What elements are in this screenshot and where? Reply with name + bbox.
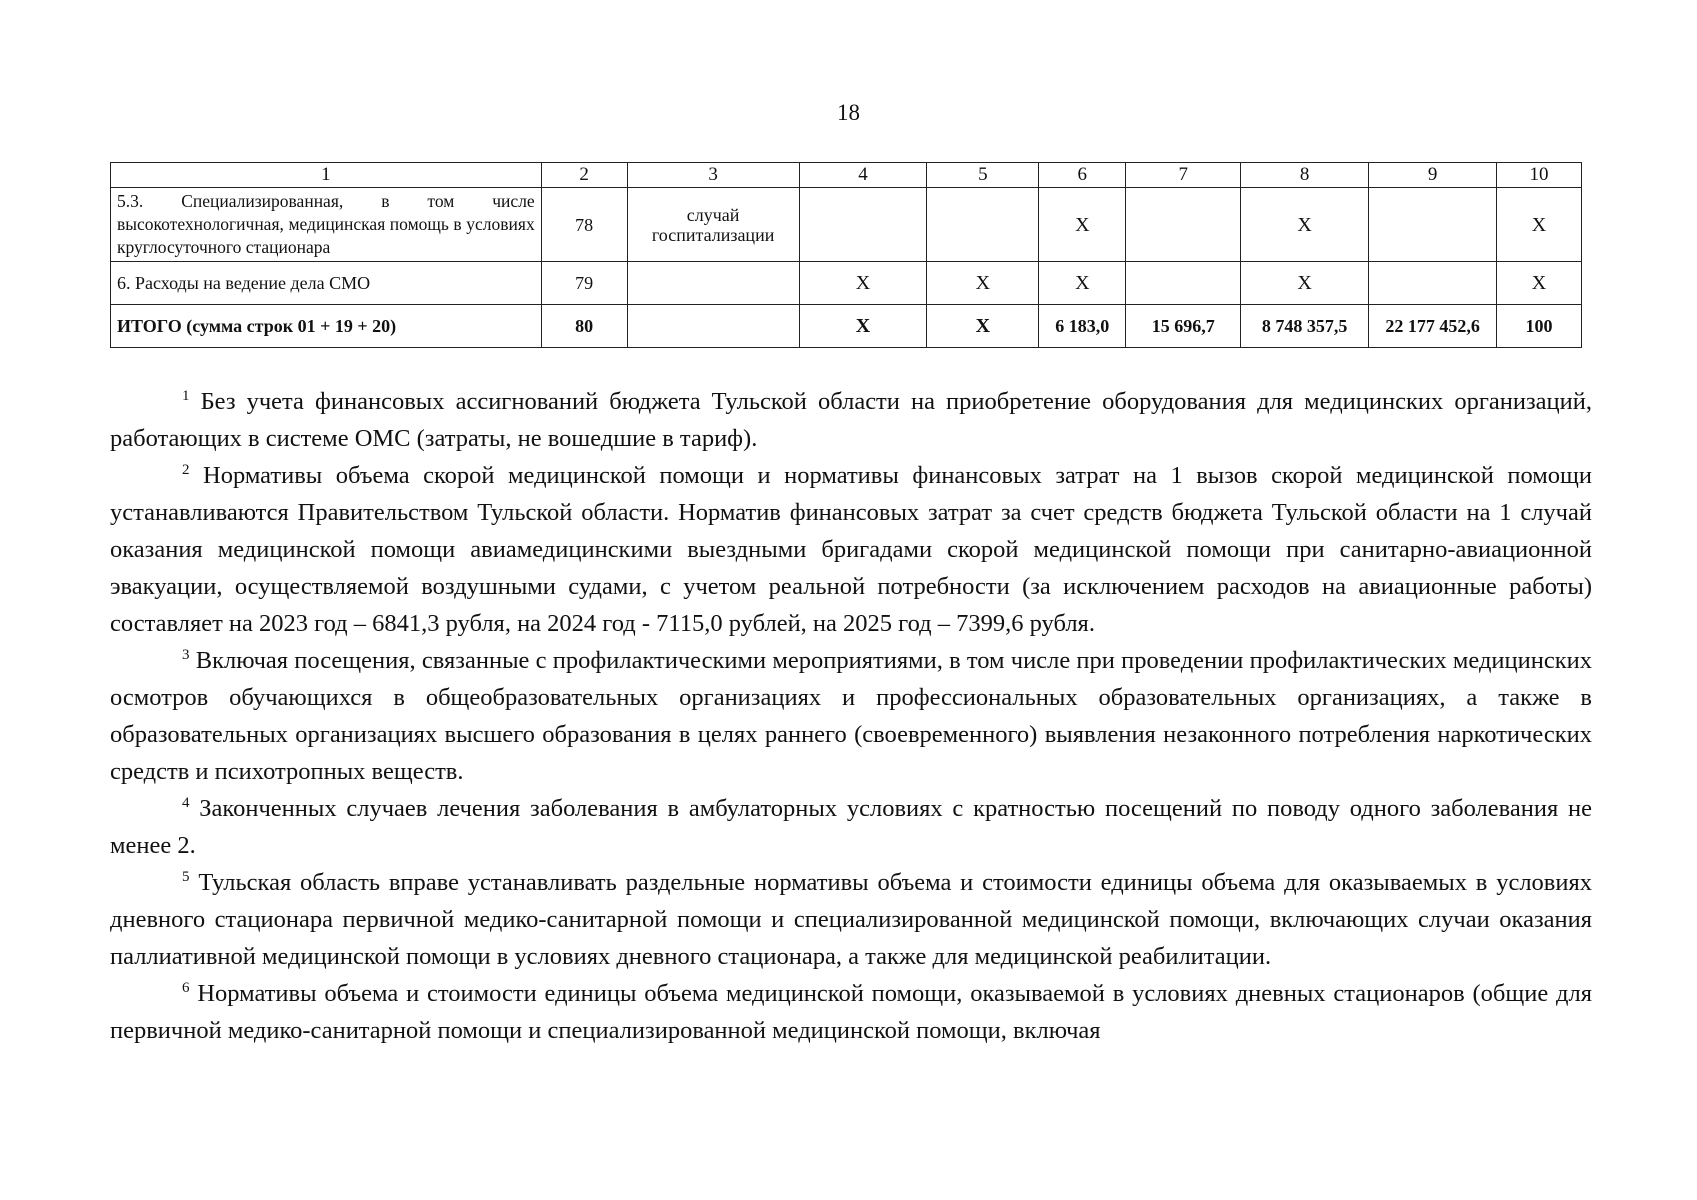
footnotes xyxy=(110,383,1592,1049)
row-code: 78 xyxy=(541,188,627,262)
footnote xyxy=(110,975,1592,1049)
table-cell xyxy=(1126,188,1241,262)
row-name: 6. Расходы на ведение дела СМО xyxy=(111,262,542,305)
footnote-text: Законченных случаев лечения заболевания в амбулаторных условиях с кратностью посещений по поводу одного заболевания не менее 2. xyxy=(110,795,1592,859)
footnote-text: Включая посещения, связанные с профилактическими мероприятиями, в том числе при проведении профилактических медицинских осмотров обучающихся в общеобразовательных организациях и профессиональных образовательных организациях, а также в образовательных организациях высшего образования в целях раннего (своевременного) выявления незаконного потребления наркотических средств и психотропных веществ. xyxy=(110,647,1593,785)
row-name: 5.3. Специализированная, в том числе высокотехнологичная, медицинская помощь в условиях круглосуточного стационара xyxy=(111,188,542,262)
table-cell: X xyxy=(1039,262,1126,305)
table-cell: X xyxy=(1039,188,1126,262)
footnote xyxy=(110,790,1592,864)
footnote-text: Тульская область вправе устанавливать раздельные нормативы объема и стоимости единицы объема для оказываемых в условиях дневного стационара первичной медико-санитарной помощи и специализированной медицинской помощи, включающих случаи оказания паллиативной медицинской помощи в условиях дневного стационара, а также для медицинской реабилитации. xyxy=(110,869,1592,970)
table-cell: 100 xyxy=(1497,305,1582,348)
table-cell xyxy=(799,188,927,262)
table-cell: 15 696,7 xyxy=(1126,305,1241,348)
row-code: 79 xyxy=(541,262,627,305)
column-number: 3 xyxy=(627,163,799,188)
footnote-mark: 1 xyxy=(182,388,190,404)
footnote-text: Без учета финансовых ассигнований бюджета Тульской области на приобретение оборудования для медицинских организаций, работающих в системе ОМС (затраты, не вошедшие в тариф). xyxy=(110,388,1593,452)
table-cell: 6 183,0 xyxy=(1039,305,1126,348)
table-cell: X xyxy=(927,305,1039,348)
row-unit: случай госпитализации xyxy=(627,188,799,262)
table-header-row xyxy=(111,163,1582,188)
footnote-mark: 2 xyxy=(182,462,190,478)
column-number: 8 xyxy=(1241,163,1369,188)
column-number: 2 xyxy=(541,163,627,188)
footnote-mark: 4 xyxy=(182,795,190,811)
table-total-row xyxy=(111,305,1582,348)
table-cell xyxy=(1126,262,1241,305)
footnote xyxy=(110,383,1592,457)
row-unit xyxy=(627,262,799,305)
table-cell: X xyxy=(1241,188,1369,262)
table-cell: X xyxy=(1497,188,1582,262)
table-cell: X xyxy=(1497,262,1582,305)
column-number: 10 xyxy=(1497,163,1582,188)
expenses-table xyxy=(110,162,1582,348)
column-number: 7 xyxy=(1126,163,1241,188)
footnote xyxy=(110,864,1592,975)
table-cell: X xyxy=(1241,262,1369,305)
table-cell: 8 748 357,5 xyxy=(1241,305,1369,348)
column-number: 6 xyxy=(1039,163,1126,188)
column-number: 1 xyxy=(111,163,542,188)
footnote-mark: 3 xyxy=(182,647,190,663)
footnote-mark: 5 xyxy=(182,869,190,885)
footnote-text: Нормативы объема скорой медицинской помощи и нормативы финансовых затрат на 1 вызов скорой медицинской помощи устанавливаются Правительством Тульской области. Норматив финансовых затрат за счет средств бюджета Тульской области на 1 случай оказания медицинской помощи авиамедицинскими выездными бригадами скорой медицинской помощи при санитарно-авиационной эвакуации, осуществляемой воздушными судами, с учетом реальной потребности (за исключением расходов на авиационные работы) составляет на 2023 год – 6841,3 рубля, на 2024 год - 7115,0 рублей, на 2025 год – 7399,6 рубля. xyxy=(110,462,1592,637)
table-row xyxy=(111,262,1582,305)
table-cell xyxy=(927,188,1039,262)
table-cell xyxy=(1369,262,1497,305)
row-name: ИТОГО (сумма строк 01 + 19 + 20) xyxy=(111,305,542,348)
row-unit xyxy=(627,305,799,348)
table-cell: X xyxy=(799,262,927,305)
page-number: 18 xyxy=(837,100,860,125)
table-row xyxy=(111,188,1582,262)
table-cell: X xyxy=(799,305,927,348)
table-cell xyxy=(1369,188,1497,262)
footnote-mark: 6 xyxy=(182,980,190,996)
footnote xyxy=(110,457,1592,642)
row-code: 80 xyxy=(541,305,627,348)
column-number: 5 xyxy=(927,163,1039,188)
table-cell: 22 177 452,6 xyxy=(1369,305,1497,348)
column-number: 4 xyxy=(799,163,927,188)
footnote-text: Нормативы объема и стоимости единицы объема медицинской помощи, оказываемой в условиях дневных стационаров (общие для первичной медико-санитарной помощи и специализированной медицинской помощи, включая xyxy=(110,980,1592,1044)
column-number: 9 xyxy=(1369,163,1497,188)
table-cell: X xyxy=(927,262,1039,305)
footnote xyxy=(110,642,1592,790)
